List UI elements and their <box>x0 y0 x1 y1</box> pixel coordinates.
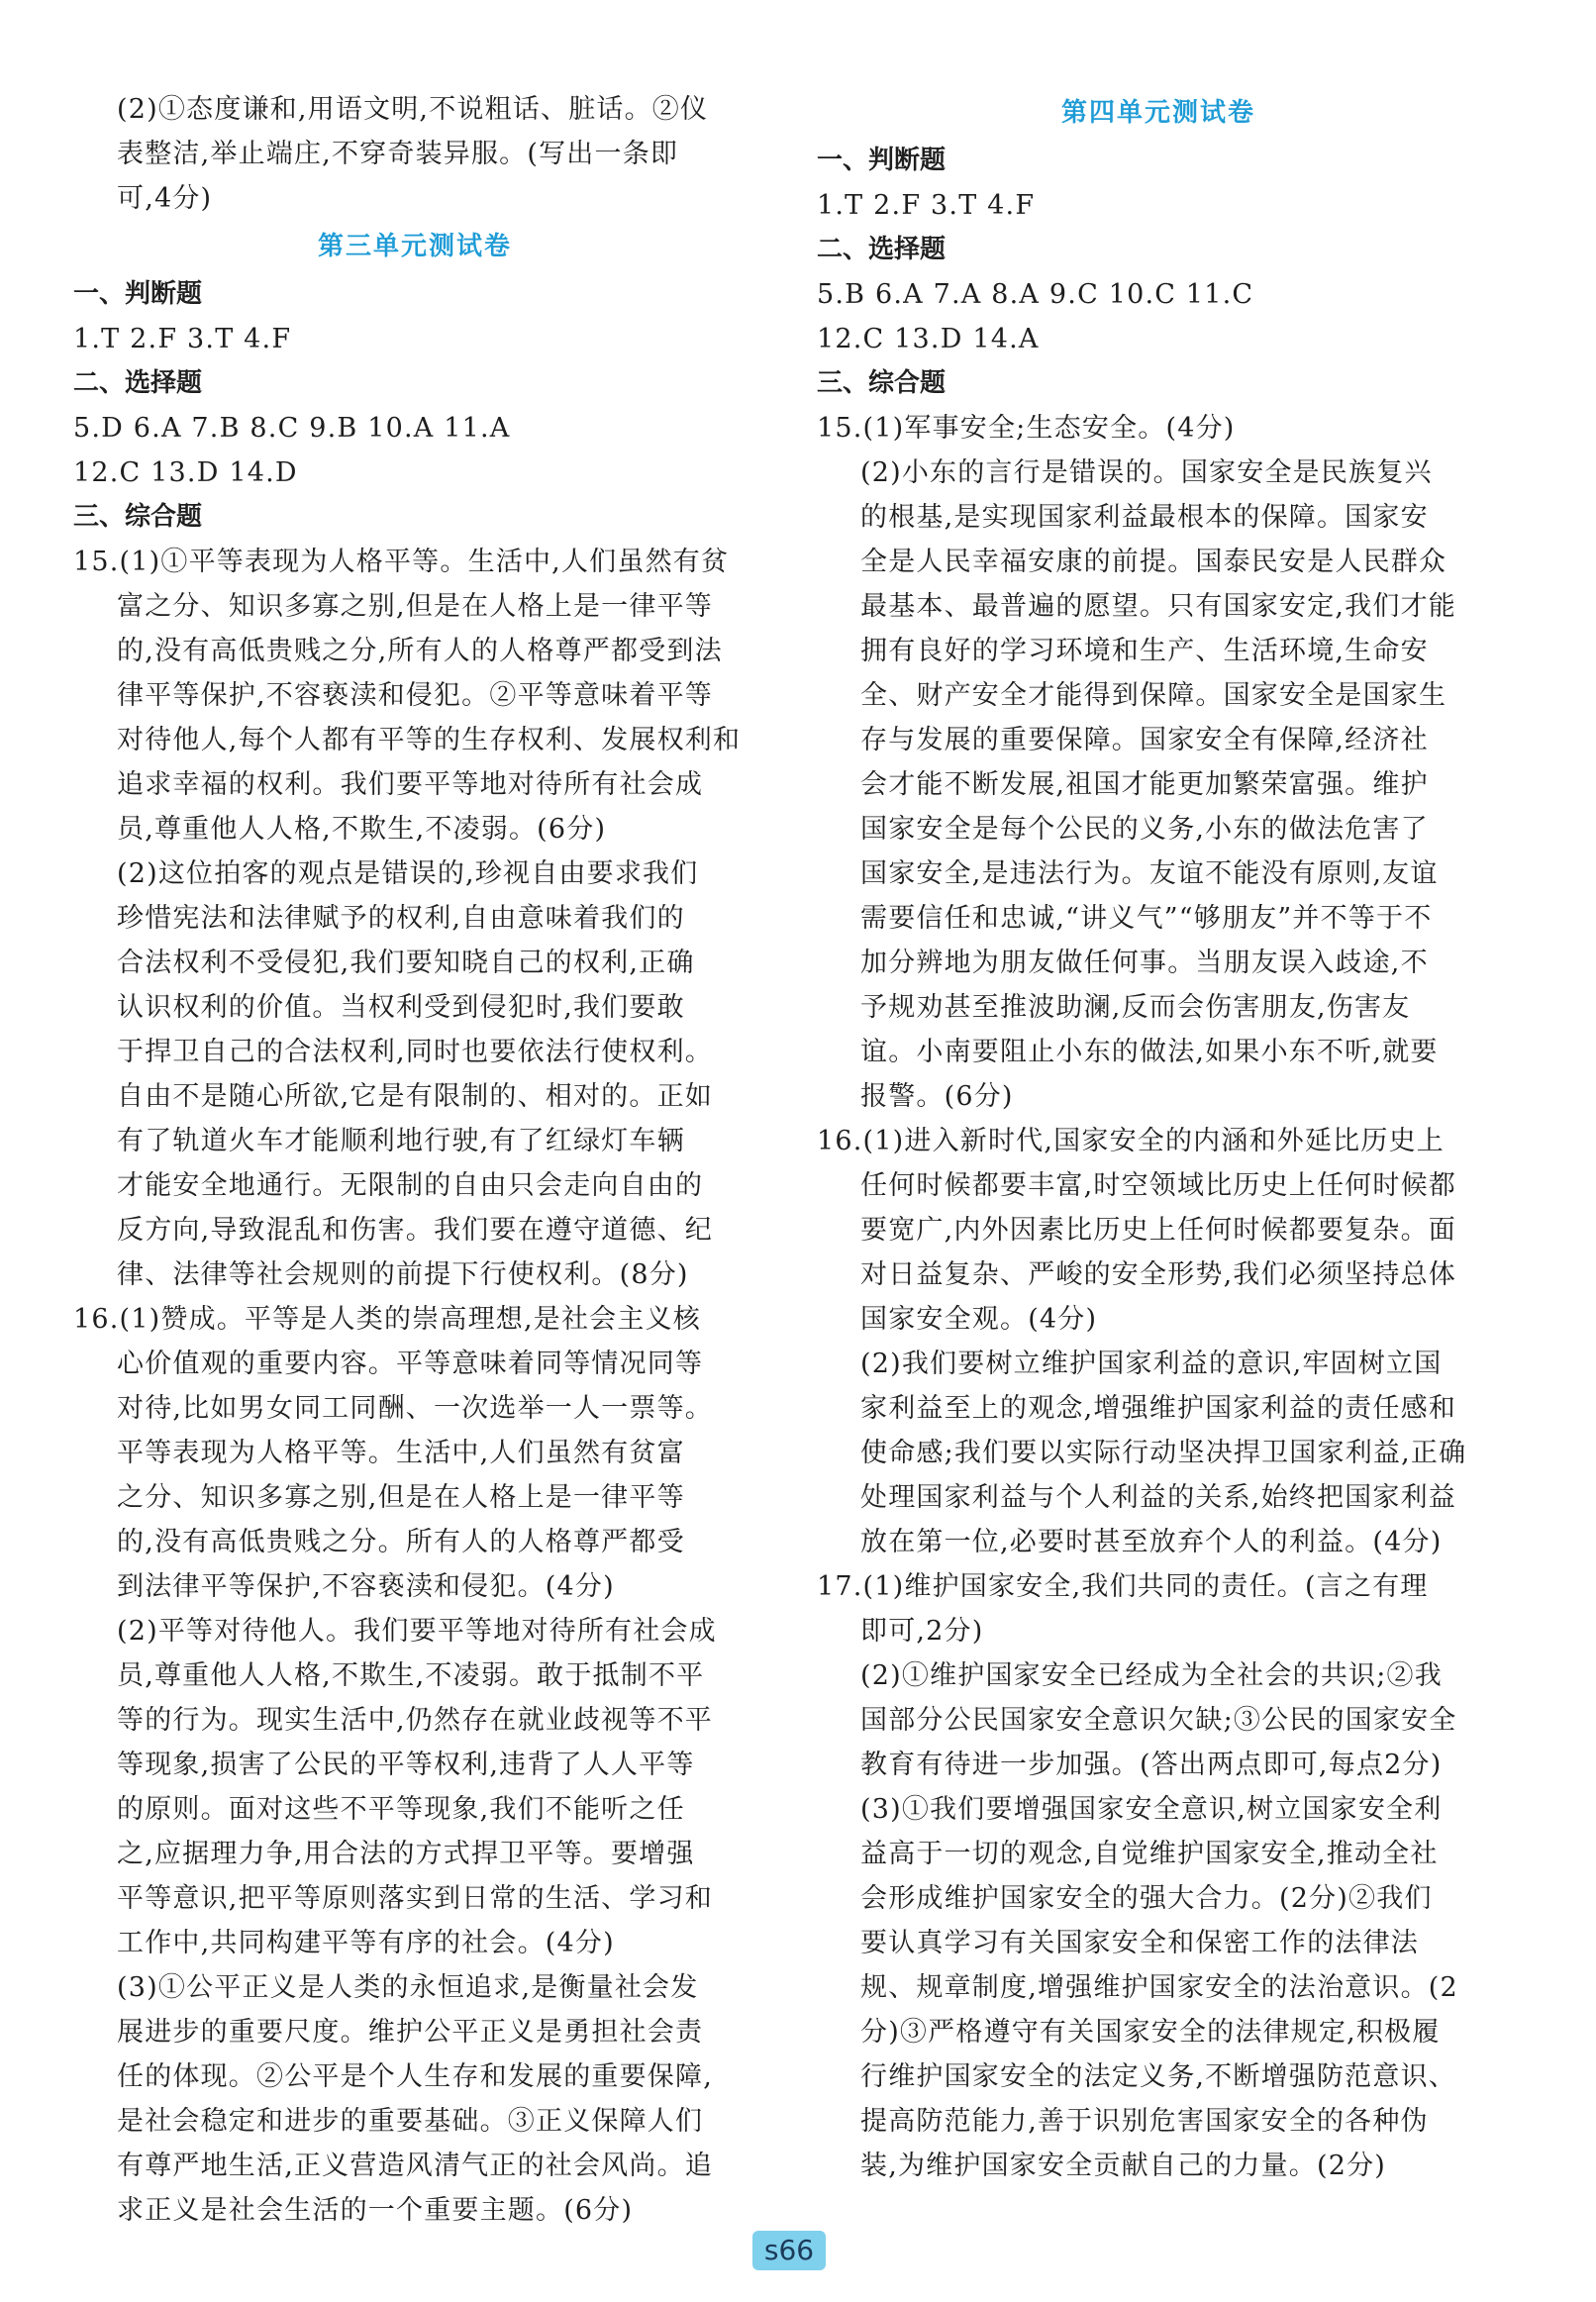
text-line: 放在第一位,必要时甚至放弃个人的利益。(4分) <box>860 1527 1443 1557</box>
text-line: 自由不是随心所欲,它是有限制的、相对的。正如 <box>117 1081 713 1112</box>
right-q15-body <box>817 450 1500 1119</box>
right-comprehensive-heading: 三、综合题 <box>817 368 947 398</box>
text-line: 报警。(6分) <box>860 1081 1014 1112</box>
text-line: 之分、知识多寡之别,但是在人格上是一律平等 <box>117 1482 685 1513</box>
text-line: (3)①我们要增强国家安全意识,树立国家安全利 <box>860 1794 1443 1825</box>
text-line: 即可,2分) <box>860 1616 984 1647</box>
text-line: (2)小东的言行是错误的。国家安全是民族复兴 <box>860 457 1433 488</box>
text-line: 使命感;我们要以实际行动坚决捍卫国家利益,正确 <box>860 1438 1467 1468</box>
text-line: (2)①维护国家安全已经成为全社会的共识;②我 <box>860 1660 1443 1691</box>
text-line: (3)①公平正义是人类的永恒追求,是衡量社会发 <box>117 1972 699 2003</box>
text-line: 对日益复杂、严峻的安全形势,我们必须坚持总体 <box>860 1259 1456 1290</box>
right-q17-body <box>817 1609 1500 2188</box>
text-line: 存与发展的重要保障。国家安全有保障,经济社 <box>860 725 1429 755</box>
text-line: 到法律平等保护,不容亵渎和侵犯。(4分) <box>117 1571 615 1602</box>
text-line: (2)①态度谦和,用语文明,不说粗话、脏话。②仪 <box>117 94 709 125</box>
text-line: 国家安全观。(4分) <box>860 1304 1098 1335</box>
text-line: 会形成维护国家安全的强大合力。(2分)②我们 <box>860 1883 1433 1914</box>
right-q16-body <box>817 1163 1500 1564</box>
text-line: 对待他人,每个人都有平等的生存权利、发展权利和 <box>117 725 742 755</box>
text-line: 国家安全,是违法行为。友谊不能没有原则,友谊 <box>860 858 1439 889</box>
text-line: (2)平等对待他人。我们要平等地对待所有社会成 <box>117 1616 717 1647</box>
text-line: 员,尊重他人人格,不欺生,不凌弱。(6分) <box>117 814 607 845</box>
text-line: 任何时候都要丰富,时空领域比历史上任何时候都 <box>860 1170 1456 1201</box>
text-line: 表整洁,举止端庄,不穿奇装异服。(写出一条即 <box>117 139 679 169</box>
text-line: 全、财产安全才能得到保障。国家安全是国家生 <box>860 680 1447 711</box>
text-line: 益高于一切的观念,自觉维护国家安全,推动全社 <box>860 1839 1439 1869</box>
text-line: 1.T 2.F 3.T 4.F <box>73 324 292 354</box>
left-choice-heading: 二、选择题 <box>73 368 203 398</box>
text-line: 分)③严格遵守有关国家安全的法律规定,积极履 <box>860 2017 1441 2048</box>
left-comprehensive-heading: 三、综合题 <box>73 502 203 532</box>
unit3-title: 第三单元测试卷 <box>317 232 512 261</box>
text-line: 行维护国家安全的法定义务,不断增强防范意识、 <box>860 2061 1456 2092</box>
text-line: 提高防范能力,善于识别危害国家安全的各种伪 <box>860 2106 1429 2137</box>
text-line: 求正义是社会生活的一个重要主题。(6分) <box>117 2195 634 2226</box>
left-q16-first-line: 16.(1)赞成。平等是人类的崇高理想,是社会主义核 <box>73 1304 701 1335</box>
unit4-title: 第四单元测试卷 <box>1060 98 1255 128</box>
text-line: 国家安全是每个公民的义务,小东的做法危害了 <box>860 814 1429 845</box>
right-q15-first-line: 15.(1)军事安全;生态安全。(4分) <box>817 413 1236 444</box>
right-choice-answers <box>817 272 1500 361</box>
text-line: 12.C 13.D 14.D <box>73 457 298 488</box>
text-line: 于捍卫自己的合法权利,同时也要依法行使权利。 <box>117 1037 713 1067</box>
text-line: 合法权利不受侵犯,我们要知晓自己的权利,正确 <box>117 948 695 978</box>
text-line: (2)我们要树立维护国家利益的意识,牢固树立国 <box>860 1349 1443 1379</box>
text-line: 12.C 13.D 14.A <box>817 324 1040 354</box>
text-line: 拥有良好的学习环境和生产、生活环境,生命安 <box>860 636 1429 666</box>
text-line: 任的体现。②公平是个人生存和发展的重要保障, <box>117 2061 713 2092</box>
left-judge-heading: 一、判断题 <box>73 279 203 309</box>
text-line: 工作中,共同构建平等有序的社会。(4分) <box>117 1928 615 1958</box>
text-line: 平等表现为人格平等。生活中,人们虽然有贫富 <box>117 1438 685 1468</box>
page-number: s66 <box>752 2231 826 2270</box>
text-line: 有了轨道火车才能顺利地行驶,有了红绿灯车辆 <box>117 1126 685 1156</box>
text-line: 等现象,损害了公民的平等权利,违背了人人平等 <box>117 1750 695 1780</box>
text-line: 富之分、知识多寡之别,但是在人格上是一律平等 <box>117 591 713 622</box>
text-line: 全是人民幸福安康的前提。国泰民安是人民群众 <box>860 547 1447 577</box>
text-line: 心价值观的重要内容。平等意味着同等情况同等 <box>117 1349 704 1379</box>
text-line: 要认真学习有关国家安全和保密工作的法律法 <box>860 1928 1419 1958</box>
right-choice-heading: 二、选择题 <box>817 235 947 264</box>
text-line: (2)这位拍客的观点是错误的,珍视自由要求我们 <box>117 858 699 889</box>
text-line: 规、规章制度,增强维护国家安全的法治意识。(2 <box>860 1972 1458 2003</box>
left-intro <box>73 87 756 221</box>
text-line: 平等意识,把平等原则落实到日常的生活、学习和 <box>117 1883 713 1914</box>
text-line: 予规劝甚至推波助澜,反而会伤害朋友,伤害友 <box>860 992 1411 1023</box>
text-line: 需要信任和忠诚,“讲义气”“够朋友”并不等于不 <box>860 903 1433 934</box>
text-line: 1.T 2.F 3.T 4.F <box>817 190 1036 221</box>
right-column <box>817 87 1500 2188</box>
text-line: 的原则。面对这些不平等现象,我们不能听之任 <box>117 1794 685 1825</box>
text-line: 家利益至上的观念,增强维护国家利益的责任感和 <box>860 1393 1456 1424</box>
text-line: 员,尊重他人人格,不欺生,不凌弱。敢于抵制不平 <box>117 1660 705 1691</box>
text-line: 追求幸福的权利。我们要平等地对待所有社会成 <box>117 769 704 800</box>
text-line: 是社会稳定和进步的重要基础。③正义保障人们 <box>117 2106 704 2137</box>
text-line: 之,应据理力争,用合法的方式捍卫平等。要增强 <box>117 1839 695 1869</box>
text-line: 认识权利的价值。当权利受到侵犯时,我们要敢 <box>117 992 685 1023</box>
text-line: 展进步的重要尺度。维护公平正义是勇担社会责 <box>117 2017 704 2048</box>
text-line: 律平等保护,不容亵渎和侵犯。②平等意味着平等 <box>117 680 713 711</box>
text-line: 最基本、最普遍的愿望。只有国家安定,我们才能 <box>860 591 1456 622</box>
text-line: 的根基,是实现国家利益最根本的保障。国家安 <box>860 502 1429 533</box>
left-q16-body <box>73 1342 756 2233</box>
text-line: 反方向,导致混乱和伤害。我们要在遵守道德、纪 <box>117 1215 713 1246</box>
text-line: 有尊严地生活,正义营造风清气正的社会风尚。追 <box>117 2151 713 2181</box>
text-line: 珍惜宪法和法律赋予的权利,自由意味着我们的 <box>117 903 685 934</box>
text-line: 才能安全地通行。无限制的自由只会走向自由的 <box>117 1170 704 1201</box>
right-judge-answers <box>817 183 1500 228</box>
right-q17-first-line: 17.(1)维护国家安全,我们共同的责任。(言之有理 <box>817 1571 1429 1602</box>
text-line: 要宽广,内外因素比历史上任何时候都要复杂。面 <box>860 1215 1456 1246</box>
text-line: 国部分公民国家安全意识欠缺;③公民的国家安全 <box>860 1705 1457 1736</box>
right-q16-first-line: 16.(1)进入新时代,国家安全的内涵和外延比历史上 <box>817 1126 1445 1156</box>
text-line: 可,4分) <box>117 183 213 214</box>
text-line: 处理国家利益与个人利益的关系,始终把国家利益 <box>860 1482 1456 1513</box>
left-choice-answers <box>73 406 756 495</box>
text-line: 加分辨地为朋友做任何事。当朋友误入歧途,不 <box>860 948 1429 978</box>
text-line: 的,没有高低贵贱之分,所有人的人格尊严都受到法 <box>117 636 723 666</box>
text-line: 5.B 6.A 7.A 8.A 9.C 10.C 11.C <box>817 279 1254 310</box>
text-line: 5.D 6.A 7.B 8.C 9.B 10.A 11.A <box>73 413 511 444</box>
left-judge-answers <box>73 317 756 361</box>
text-line: 教育有待进一步加强。(答出两点即可,每点2分) <box>860 1750 1443 1780</box>
left-q15-first-line: 15.(1)①平等表现为人格平等。生活中,人们虽然有贫 <box>73 547 730 577</box>
text-line: 律、法律等社会规则的前提下行使权利。(8分) <box>117 1259 689 1290</box>
text-line: 的,没有高低贵贱之分。所有人的人格尊严都受 <box>117 1527 685 1557</box>
left-column <box>73 87 756 2233</box>
text-line: 谊。小南要阻止小东的做法,如果小东不听,就要 <box>860 1037 1439 1067</box>
text-line: 装,为维护国家安全贡献自己的力量。(2分) <box>860 2151 1387 2181</box>
left-q15-body <box>73 584 756 1297</box>
text-line: 对待,比如男女同工同酬、一次选举一人一票等。 <box>117 1393 713 1424</box>
text-line: 会才能不断发展,祖国才能更加繁荣富强。维护 <box>860 769 1429 800</box>
text-line: 等的行为。现实生活中,仍然存在就业歧视等不平 <box>117 1705 713 1736</box>
right-judge-heading: 一、判断题 <box>817 146 947 175</box>
